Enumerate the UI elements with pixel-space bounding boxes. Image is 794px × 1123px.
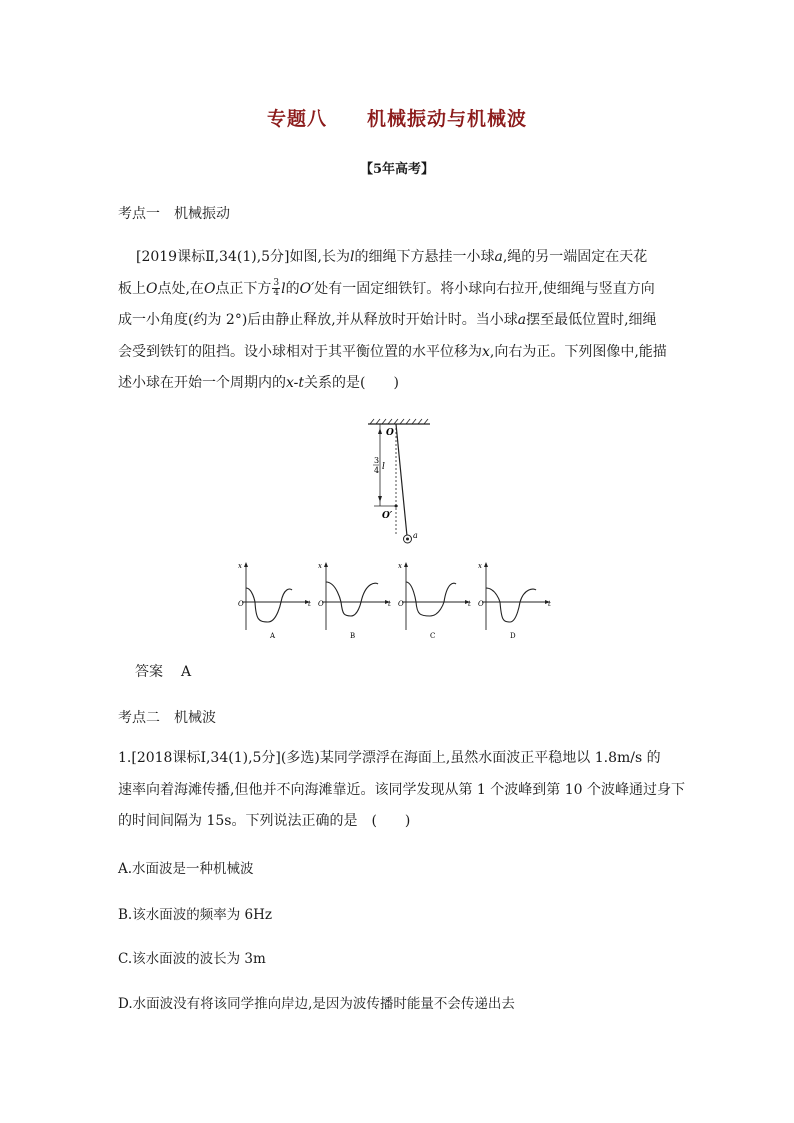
problem1-text-seg: 点正下方 <box>215 280 272 297</box>
y-axis-arrow <box>484 562 488 567</box>
origin-label: O <box>398 600 404 608</box>
x-axis-label: t <box>308 600 311 608</box>
graph-options <box>236 560 556 642</box>
section1-heading: 考点一 机械振动 <box>118 206 230 222</box>
label-frac-den: 4 <box>374 466 380 475</box>
problem1-text-seg: 摆至最低位置时,细绳 <box>526 312 657 328</box>
origin-label: O <box>318 600 324 608</box>
title-subject: 机械振动与机械波 <box>367 108 528 130</box>
pendulum-figure <box>360 418 450 550</box>
graph-letter: D <box>510 632 516 640</box>
problem2-line3: 的时间间隔为 15s。下列说法正确的是 ( ) <box>118 813 411 829</box>
problem1-line4 <box>118 337 693 369</box>
label-O-prime: O′ <box>382 511 393 521</box>
graphs-group <box>238 562 551 640</box>
problem1-line1 <box>118 242 693 274</box>
graph-letter: B <box>350 632 356 640</box>
problem1-line3 <box>118 305 693 337</box>
graph-letter: A <box>270 632 276 640</box>
problem1-text-seg: 如图,长为 <box>289 249 350 265</box>
option-c: C.该水面波的波长为 3m <box>118 951 266 967</box>
var-O-prime: O′ <box>299 280 315 297</box>
problem1-text-seg: 板上 <box>118 280 146 297</box>
var-O: O <box>146 280 158 297</box>
xt-curve <box>486 588 536 622</box>
y-axis-label: x <box>398 562 402 570</box>
problem1-source: [2019课标Ⅱ,34(1),5分] <box>136 249 290 265</box>
option-d: D.水面波没有将该同学推向岸边,是因为波传播时能量不会传递出去 <box>118 996 515 1012</box>
problem1-text-seg: 点处,在 <box>157 280 204 297</box>
var-x: x <box>482 343 490 360</box>
xt-curve <box>326 582 378 616</box>
problem1-text-seg: 的细绳下方悬挂一小球 <box>354 249 495 265</box>
problem1-text-seg: 处有一固定细铁钉。将小球向右拉开,使细绳与竖直方向 <box>314 280 655 297</box>
var-xt: x-t <box>286 375 305 391</box>
var-l: l <box>281 280 286 297</box>
page-title <box>0 104 794 131</box>
xt-curve <box>406 582 456 616</box>
problem1-text <box>118 242 693 400</box>
section-subtitle: 【5年高考】 <box>359 162 435 177</box>
graph-letter: C <box>430 632 436 640</box>
problem1-text-seg: ,绳的另一端固定在天花 <box>502 249 648 265</box>
graph-option-b <box>318 562 391 640</box>
y-axis-label: x <box>478 562 482 570</box>
problem1-text-seg: ,向右为正。下列图像中,能描 <box>489 343 667 360</box>
problem1-line2 <box>118 274 693 306</box>
answer-value: A <box>181 664 192 680</box>
var-a: a <box>517 312 527 328</box>
x-axis-label: t <box>548 600 551 608</box>
title-topic: 专题八 <box>266 108 327 130</box>
x-axis-label: t <box>468 600 471 608</box>
problem2-line1: 1.[2018课标Ⅰ,34(1),5分](多选)某同学漂浮在海面上,虽然水面波正平稳地以 1.8m/s 的 <box>118 750 661 766</box>
label-O: O <box>386 428 394 438</box>
y-axis-arrow <box>244 562 248 567</box>
origin-label: O <box>238 600 244 608</box>
problem2-text <box>118 743 708 838</box>
origin-label: O <box>478 600 484 608</box>
answer <box>135 661 191 681</box>
section2-heading: 考点二 机械波 <box>118 710 216 726</box>
problem1-text-seg: 述小球在开始一个周期内的 <box>118 375 286 391</box>
xt-curve <box>246 588 292 622</box>
problem1-text-seg: 成一小角度(约为 2°)后由静止释放,并从释放时开始计时。当小球 <box>118 312 518 328</box>
problem1-text-seg: 会受到铁钉的阻挡。设小球相对于其平衡位置的水平位移为 <box>118 343 482 360</box>
label-a: a <box>413 531 418 540</box>
y-axis-label: x <box>238 562 242 570</box>
frac-num: 3 <box>273 278 280 288</box>
y-axis-label: x <box>318 562 322 570</box>
option-a: A.水面波是一种机械波 <box>118 861 254 877</box>
y-axis-arrow <box>324 562 328 567</box>
y-axis-arrow <box>404 562 408 567</box>
var-a: a <box>494 249 503 265</box>
frac-den: 4 <box>273 288 280 298</box>
graph-option-d <box>478 562 551 640</box>
option-b: B.该水面波的频率为 6Hz <box>118 907 272 923</box>
problem1-line5 <box>118 368 693 400</box>
label-l: l <box>382 462 385 472</box>
label-frac-num: 3 <box>374 456 380 465</box>
x-axis-label: t <box>388 600 391 608</box>
problem1-text-seg: 关系的是( ) <box>304 375 399 391</box>
fraction-three-quarters <box>272 279 280 298</box>
answer-label: 答案 <box>135 664 163 680</box>
var-l: l <box>349 249 355 265</box>
problem2-line2: 速率向着海滩传播,但他并不向海滩靠近。该同学发现从第 1 个波峰到第 10 个波峰通过身下 <box>118 781 685 798</box>
graph-option-a <box>238 562 311 640</box>
graph-option-c <box>398 562 471 640</box>
problem1-text-seg: 的 <box>285 280 300 297</box>
var-O: O <box>203 280 216 297</box>
